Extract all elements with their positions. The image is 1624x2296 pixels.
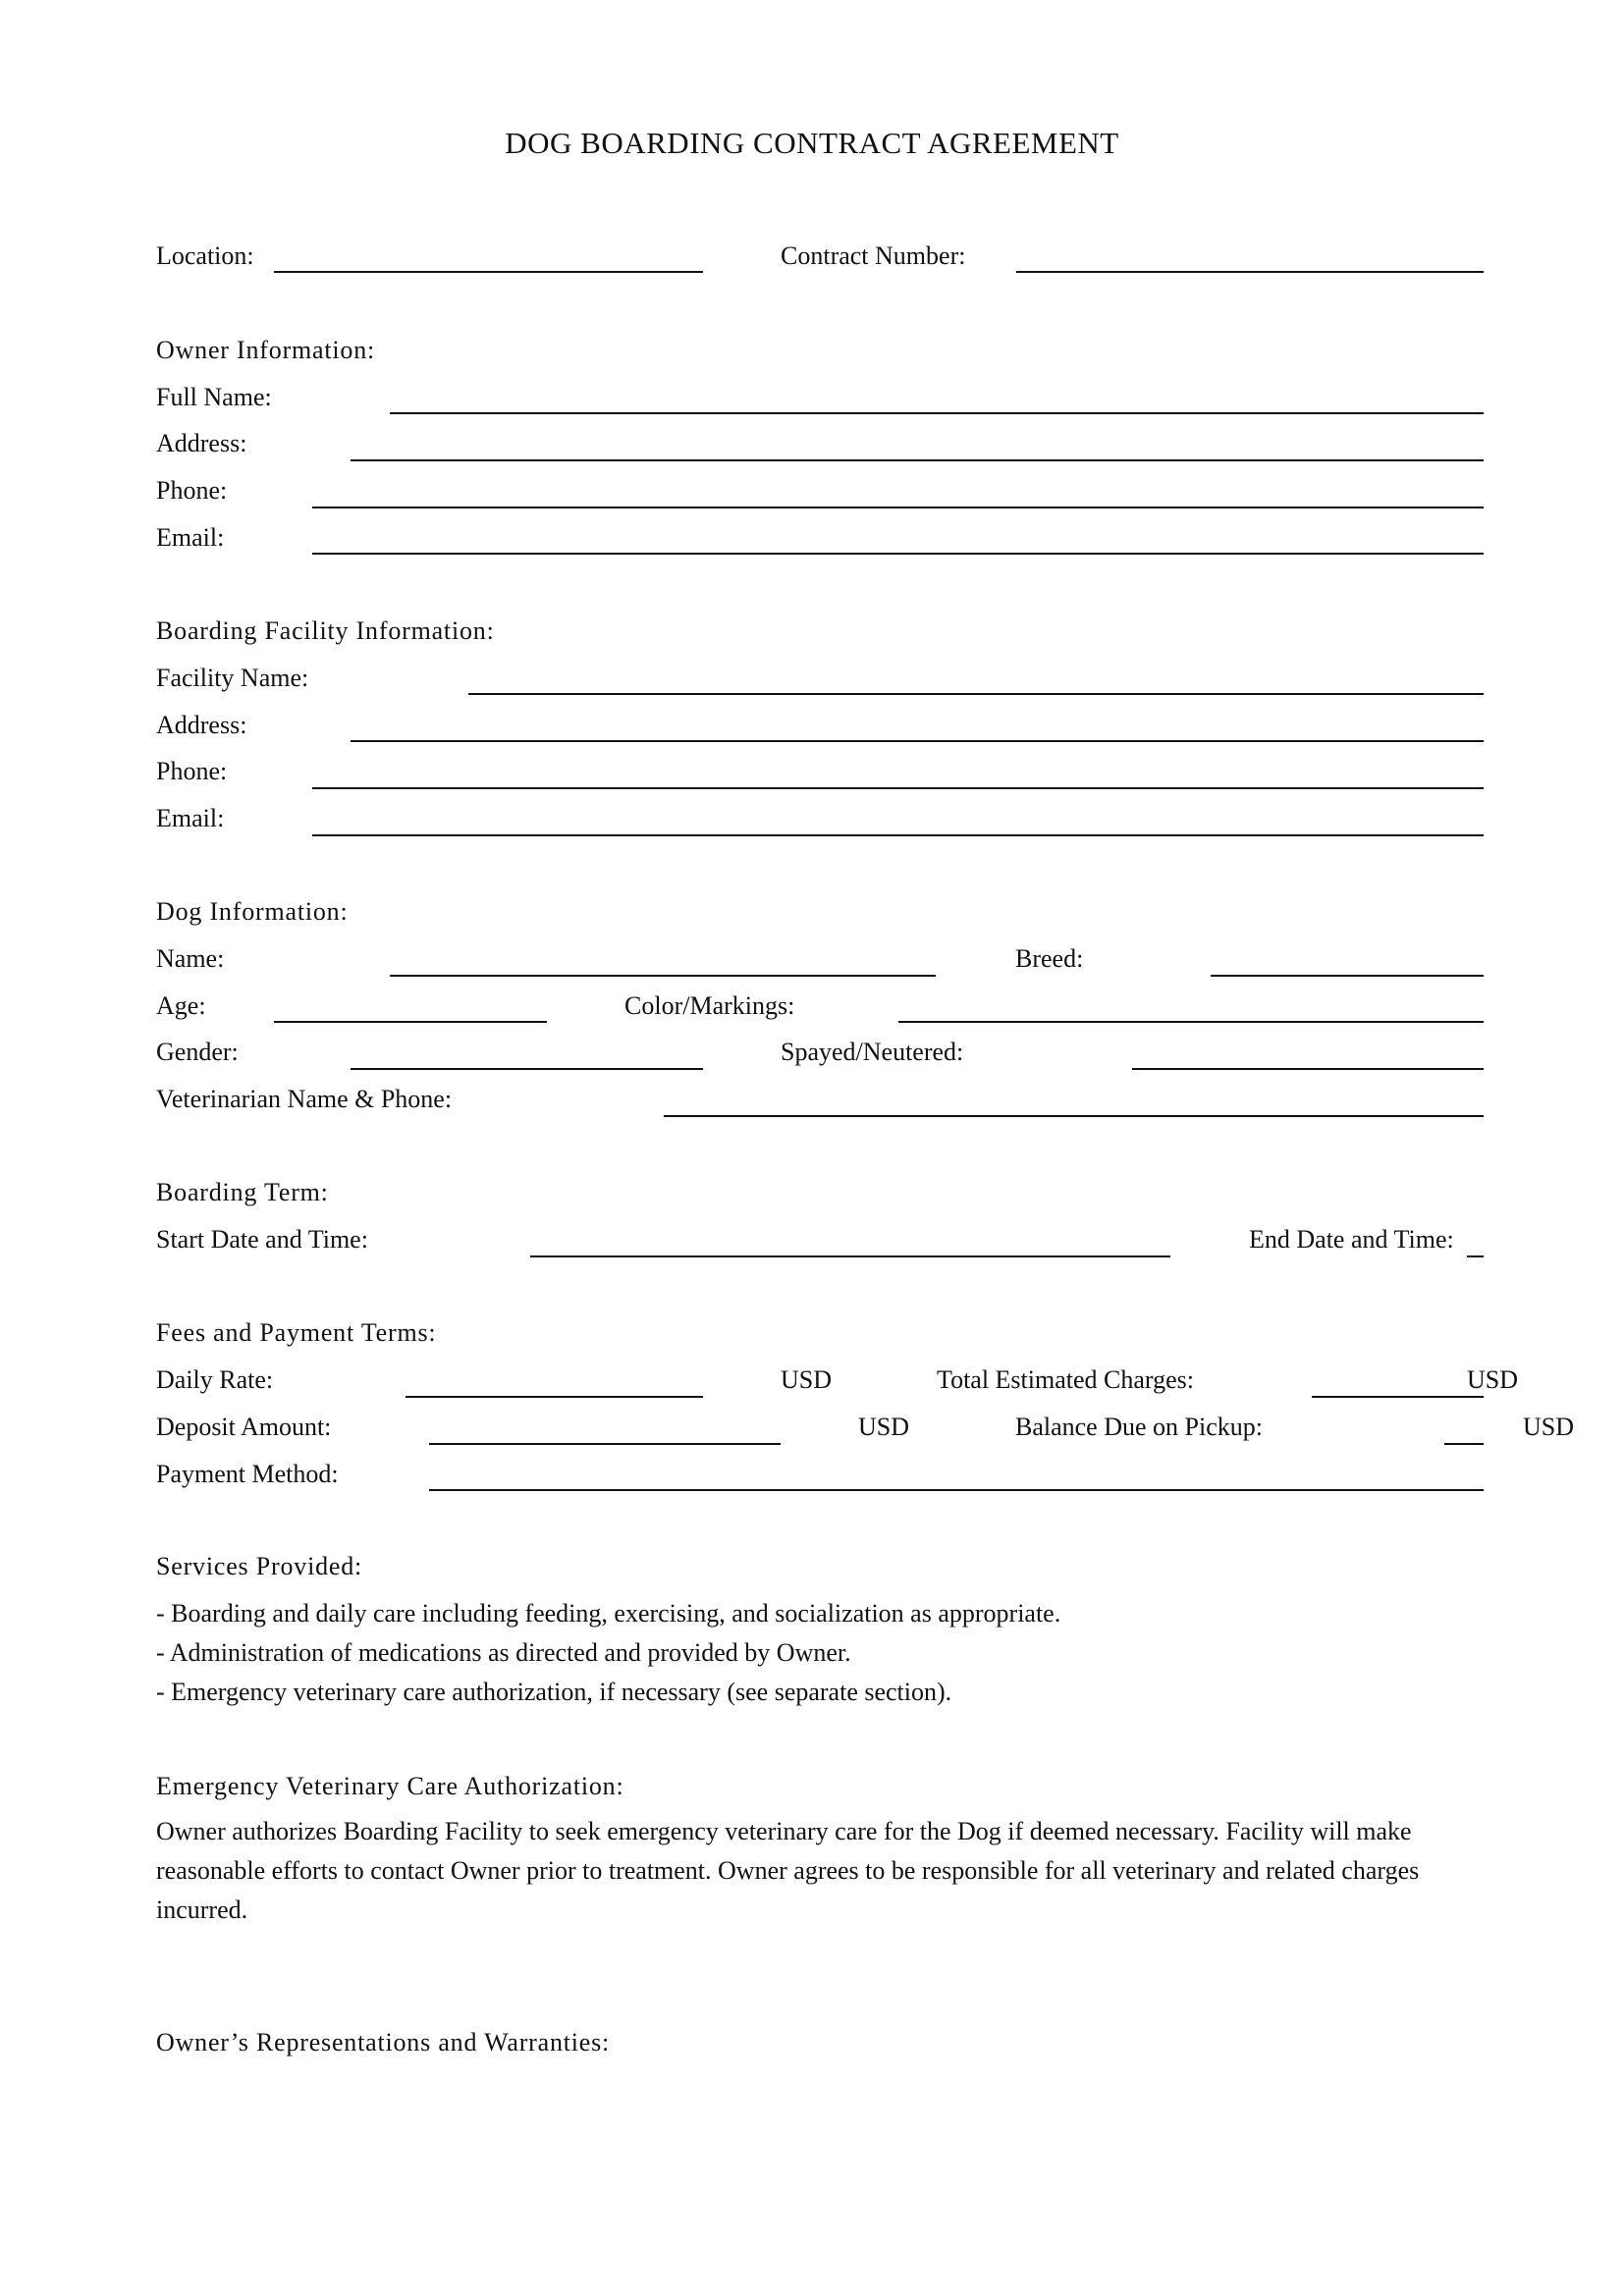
services-item: - Emergency veterinary care authorization, if necessary (see separate section). [156,1678,952,1706]
dog-breed-label: Breed: [1015,944,1084,973]
dog-color-label: Color/Markings: [624,991,795,1020]
emergency-text: Owner authorizes Boarding Facility to seek emergency veterinary care for the Dog if deemed necessary. Facility will make reasonable efforts to contact Owner prior to treatment. Owner agrees to be responsible for all veterinary and related charges incurred. [156,1817,1420,1924]
owner-phone-label: Phone: [156,476,228,505]
deposit-currency: USD [858,1413,910,1441]
payment-method-field[interactable] [429,1489,1484,1491]
deposit-field[interactable] [429,1443,781,1445]
services-list [156,1594,1060,1712]
balance-due-currency: USD [1523,1413,1575,1441]
facility-name-field[interactable] [468,693,1484,695]
vet-field[interactable] [664,1115,1484,1117]
dog-gender-field[interactable] [351,1068,703,1070]
owner-email-label: Email: [156,523,225,552]
dog-gender-label: Gender: [156,1038,239,1066]
end-date-label: End Date and Time: [1249,1225,1454,1254]
facility-email-label: Email: [156,804,225,832]
daily-rate-field[interactable] [406,1396,703,1398]
owner-phone-field[interactable] [312,507,1484,508]
balance-due-label: Balance Due on Pickup: [1015,1413,1263,1441]
document-title: DOG BOARDING CONTRACT AGREEMENT [505,126,1119,160]
daily-rate-label: Daily Rate: [156,1365,274,1394]
facility-address-field[interactable] [351,740,1484,742]
owner-full-name-label: Full Name: [156,383,272,411]
contract-number-label: Contract Number: [781,241,966,270]
facility-phone-field[interactable] [312,787,1484,789]
dog-spayed-field[interactable] [1132,1068,1484,1070]
location-field[interactable] [274,271,703,273]
facility-phone-label: Phone: [156,757,228,785]
facility-email-field[interactable] [312,834,1484,836]
facility-info-heading: Boarding Facility Information: [156,616,495,645]
total-charges-label: Total Estimated Charges: [937,1365,1194,1394]
dog-info-heading: Dog Information: [156,897,349,926]
start-date-label: Start Date and Time: [156,1225,368,1254]
owner-info-heading: Owner Information: [156,336,376,364]
emergency-heading: Emergency Veterinary Care Authorization: [156,1772,624,1800]
location-label: Location: [156,241,254,270]
start-date-field[interactable] [530,1255,1170,1257]
services-item: - Boarding and daily care including feeding, exercising, and socialization as appropriate. [156,1599,1061,1628]
vet-label: Veterinarian Name & Phone: [156,1085,453,1113]
representations-heading: Owner’s Representations and Warranties: [156,2028,611,2056]
dog-age-field[interactable] [274,1021,547,1023]
total-charges-field[interactable] [1312,1396,1484,1398]
dog-color-field[interactable] [898,1021,1484,1023]
balance-due-field[interactable] [1444,1443,1484,1445]
owner-email-field[interactable] [312,553,1484,555]
contract-number-field[interactable] [1016,271,1484,273]
facility-name-label: Facility Name: [156,664,309,692]
owner-address-label: Address: [156,429,247,457]
owner-address-field[interactable] [351,459,1484,461]
services-item: - Administration of medications as directed and provided by Owner. [156,1638,851,1667]
fees-heading: Fees and Payment Terms: [156,1318,437,1347]
dog-spayed-label: Spayed/Neutered: [781,1038,964,1066]
boarding-term-heading: Boarding Term: [156,1178,329,1206]
owner-full-name-field[interactable] [390,412,1484,414]
deposit-label: Deposit Amount: [156,1413,332,1441]
daily-rate-currency: USD [781,1365,833,1394]
services-heading: Services Provided: [156,1552,363,1580]
total-charges-currency: USD [1467,1365,1519,1394]
dog-name-label: Name: [156,944,225,973]
dog-breed-field[interactable] [1211,975,1484,977]
facility-address-label: Address: [156,711,247,739]
dog-name-field[interactable] [390,975,936,977]
end-date-field[interactable] [1467,1255,1484,1257]
dog-age-label: Age: [156,991,206,1020]
payment-method-label: Payment Method: [156,1460,339,1488]
